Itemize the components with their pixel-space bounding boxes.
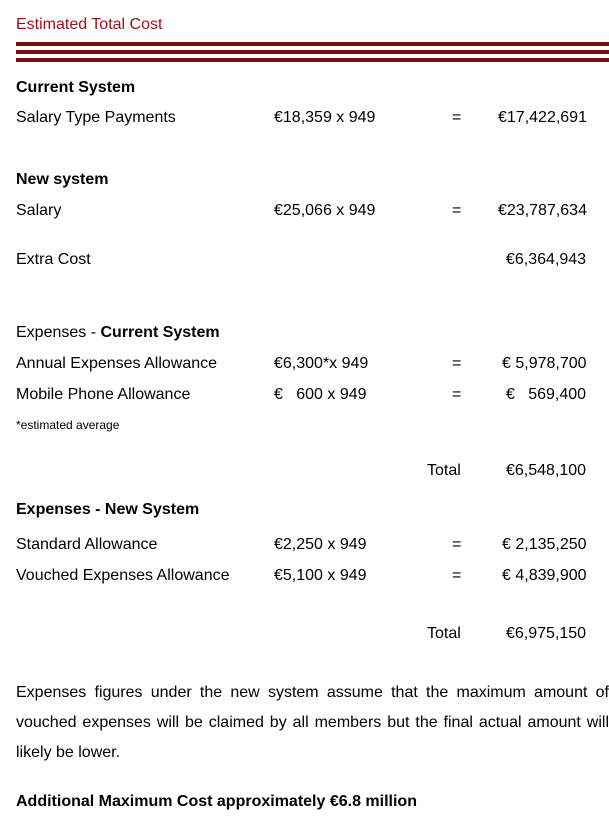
standard-allowance-label: Standard Allowance — [16, 536, 158, 553]
header-rule-3 — [16, 58, 609, 62]
mobile-phone-calc: € 600 x 949 — [274, 386, 367, 403]
salary-label: Salary — [16, 202, 62, 219]
annual-expenses-equals: = — [452, 355, 462, 372]
new-system-heading: New system — [16, 171, 109, 188]
header-rule-1 — [16, 42, 609, 46]
salary-calc: €25,066 x 949 — [274, 202, 376, 219]
salary-type-label: Salary Type Payments — [16, 109, 176, 126]
annual-expenses-label: Annual Expenses Allowance — [16, 355, 218, 372]
vouched-expenses-result: € 4,839,900 — [502, 567, 587, 584]
current-total-label: Total — [427, 462, 461, 479]
new-total-label: Total — [427, 625, 461, 642]
expenses-current-heading-prefix: Expenses - — [16, 324, 101, 341]
current-total-value: €6,548,100 — [506, 462, 587, 479]
salary-result: €23,787,634 — [498, 202, 587, 219]
header-rule-2 — [16, 50, 609, 54]
document-title: Estimated Total Cost — [16, 16, 163, 33]
footnote: *estimated average — [16, 418, 120, 432]
expenses-new-heading: Expenses - New System — [16, 501, 200, 518]
mobile-phone-result: € 569,400 — [506, 386, 587, 403]
extra-cost-label: Extra Cost — [16, 251, 91, 268]
expenses-current-heading — [16, 323, 220, 343]
expenses-current-heading-bold: Current System — [100, 324, 220, 341]
salary-equals: = — [452, 202, 462, 219]
annual-expenses-calc: €6,300*x 949 — [274, 355, 369, 372]
vouched-expenses-calc: €5,100 x 949 — [274, 567, 367, 584]
expenses-note: Expenses figures under the new system assume that the maximum amount of vouched expenses will be claimed by all members but the final actual amount will likely be lower. — [16, 684, 609, 761]
new-total-value: €6,975,150 — [506, 625, 587, 642]
standard-allowance-calc: €2,250 x 949 — [274, 536, 367, 553]
vouched-expenses-equals: = — [452, 567, 462, 584]
salary-type-result: €17,422,691 — [498, 109, 587, 126]
vouched-expenses-label: Vouched Expenses Allowance — [16, 567, 230, 584]
standard-allowance-result: € 2,135,250 — [502, 536, 587, 553]
standard-allowance-equals: = — [452, 536, 462, 553]
salary-type-equals: = — [452, 109, 462, 126]
mobile-phone-label: Mobile Phone Allowance — [16, 386, 191, 403]
salary-type-calc: €18,359 x 949 — [274, 109, 376, 126]
extra-cost-value: €6,364,943 — [506, 251, 587, 268]
annual-expenses-result: € 5,978,700 — [502, 355, 587, 372]
current-system-heading: Current System — [16, 79, 136, 96]
conclusion: Additional Maximum Cost approximately €6.8 million — [16, 793, 417, 810]
mobile-phone-equals: = — [452, 386, 462, 403]
